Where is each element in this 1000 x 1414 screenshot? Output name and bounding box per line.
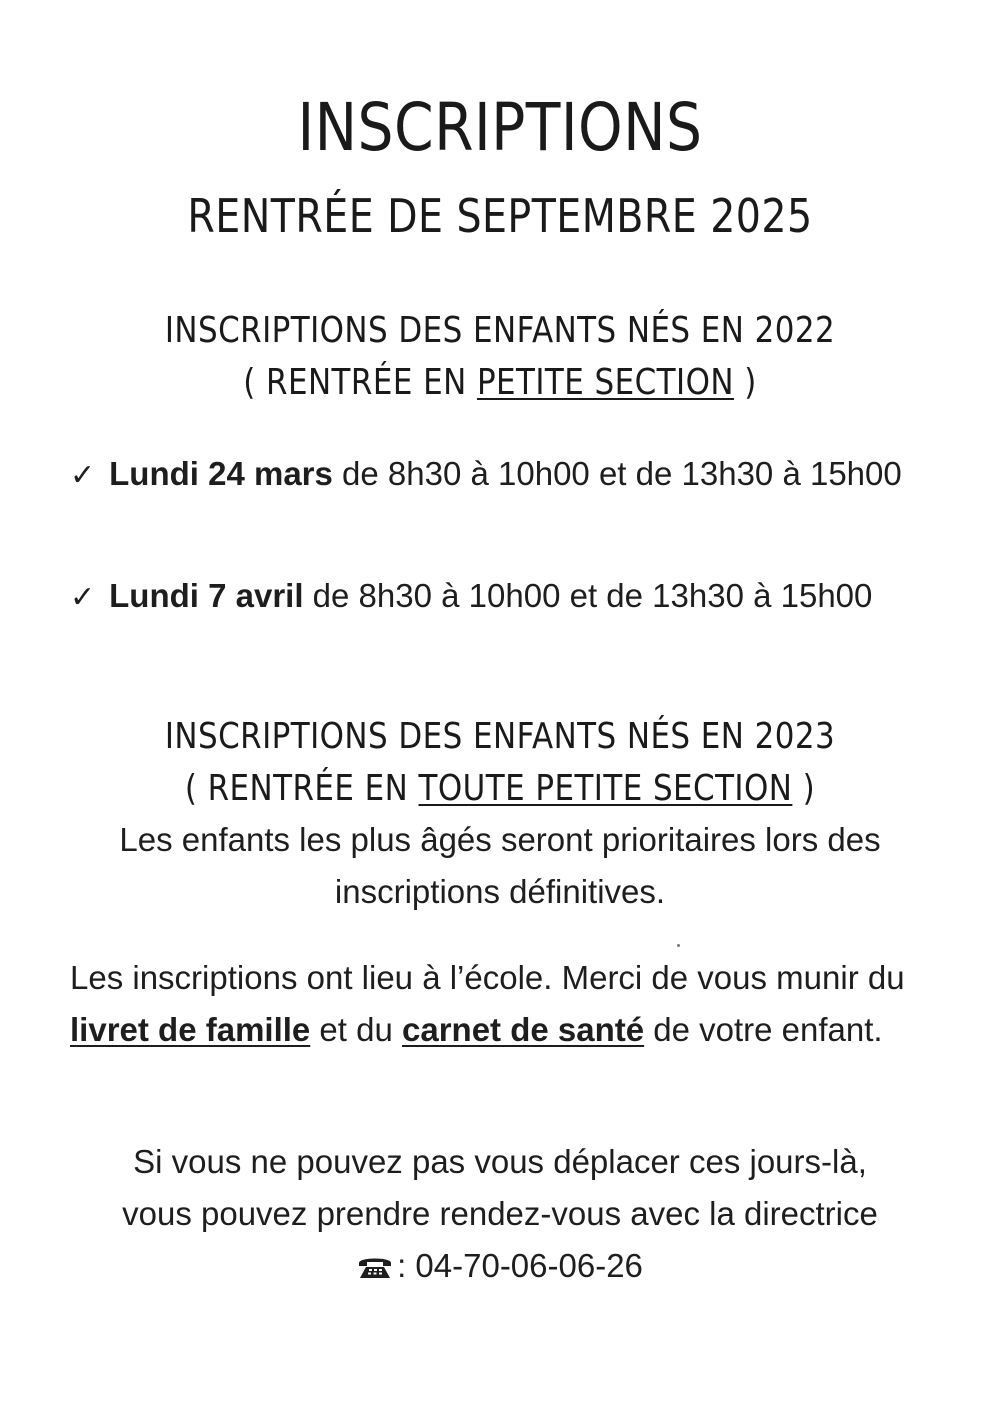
contact-line-1: Si vous ne pouvez pas vous déplacer ces jours-là, xyxy=(133,1143,867,1180)
required-doc-livret: livret de famille xyxy=(70,1011,311,1048)
scan-speck xyxy=(677,944,680,947)
required-doc-carnet: carnet de santé xyxy=(402,1011,645,1048)
section-2022-level: PETITE SECTION xyxy=(476,362,734,403)
section-2022-title: INSCRIPTIONS DES ENFANTS NÉS EN 2022 xyxy=(164,310,836,351)
date-item-1 xyxy=(70,448,950,502)
section-2023-subtitle-close: ) xyxy=(792,768,816,809)
phone-number: : 04-70-06-06-26 xyxy=(397,1247,643,1284)
section-2023-title: INSCRIPTIONS DES ENFANTS NÉS EN 2023 xyxy=(164,716,836,757)
section-2022-subtitle xyxy=(70,358,930,408)
section-2022-subtitle-close: ) xyxy=(733,362,757,403)
checkmark-icon: ✓ xyxy=(70,580,96,615)
section-2023-subtitle-open: ( RENTRÉE EN xyxy=(184,768,419,809)
location-text-3: de votre enfant. xyxy=(644,1011,883,1048)
priority-note xyxy=(0,814,1000,918)
telephone-icon xyxy=(357,1243,393,1269)
location-paragraph xyxy=(70,952,950,1056)
date-item-2 xyxy=(70,570,950,624)
section-2023-level: TOUTE PETITE SECTION xyxy=(418,768,793,809)
section-2022-subtitle-open: ( RENTRÉE EN xyxy=(243,362,477,403)
location-text-1: Les inscriptions ont lieu à l’école. Merci de vous munir du xyxy=(70,959,905,996)
priority-note-line-1: Les enfants les plus âgés seront prioritaires lors des xyxy=(119,821,881,858)
page-subtitle: RENTRÉE DE SEPTEMBRE 2025 xyxy=(187,189,813,243)
location-text-2: et du xyxy=(310,1011,402,1048)
checkmark-icon: ✓ xyxy=(70,458,96,493)
contact-line-2: vous pouvez prendre rendez-vous avec la directrice xyxy=(122,1195,878,1232)
contact-paragraph xyxy=(0,1136,1000,1292)
date-item-2-hours: de 8h30 à 10h00 et de 13h30 à 15h00 xyxy=(303,577,873,614)
page-title: INSCRIPTIONS xyxy=(297,89,703,166)
section-2023-subtitle xyxy=(70,764,930,814)
date-item-1-day: Lundi 24 mars xyxy=(109,455,333,492)
date-item-2-day: Lundi 7 avril xyxy=(109,577,304,614)
priority-note-line-2: inscriptions définitives. xyxy=(334,873,666,910)
contact-phone-line xyxy=(0,1240,1000,1292)
date-item-1-hours: de 8h30 à 10h00 et de 13h30 à 15h00 xyxy=(332,455,902,492)
